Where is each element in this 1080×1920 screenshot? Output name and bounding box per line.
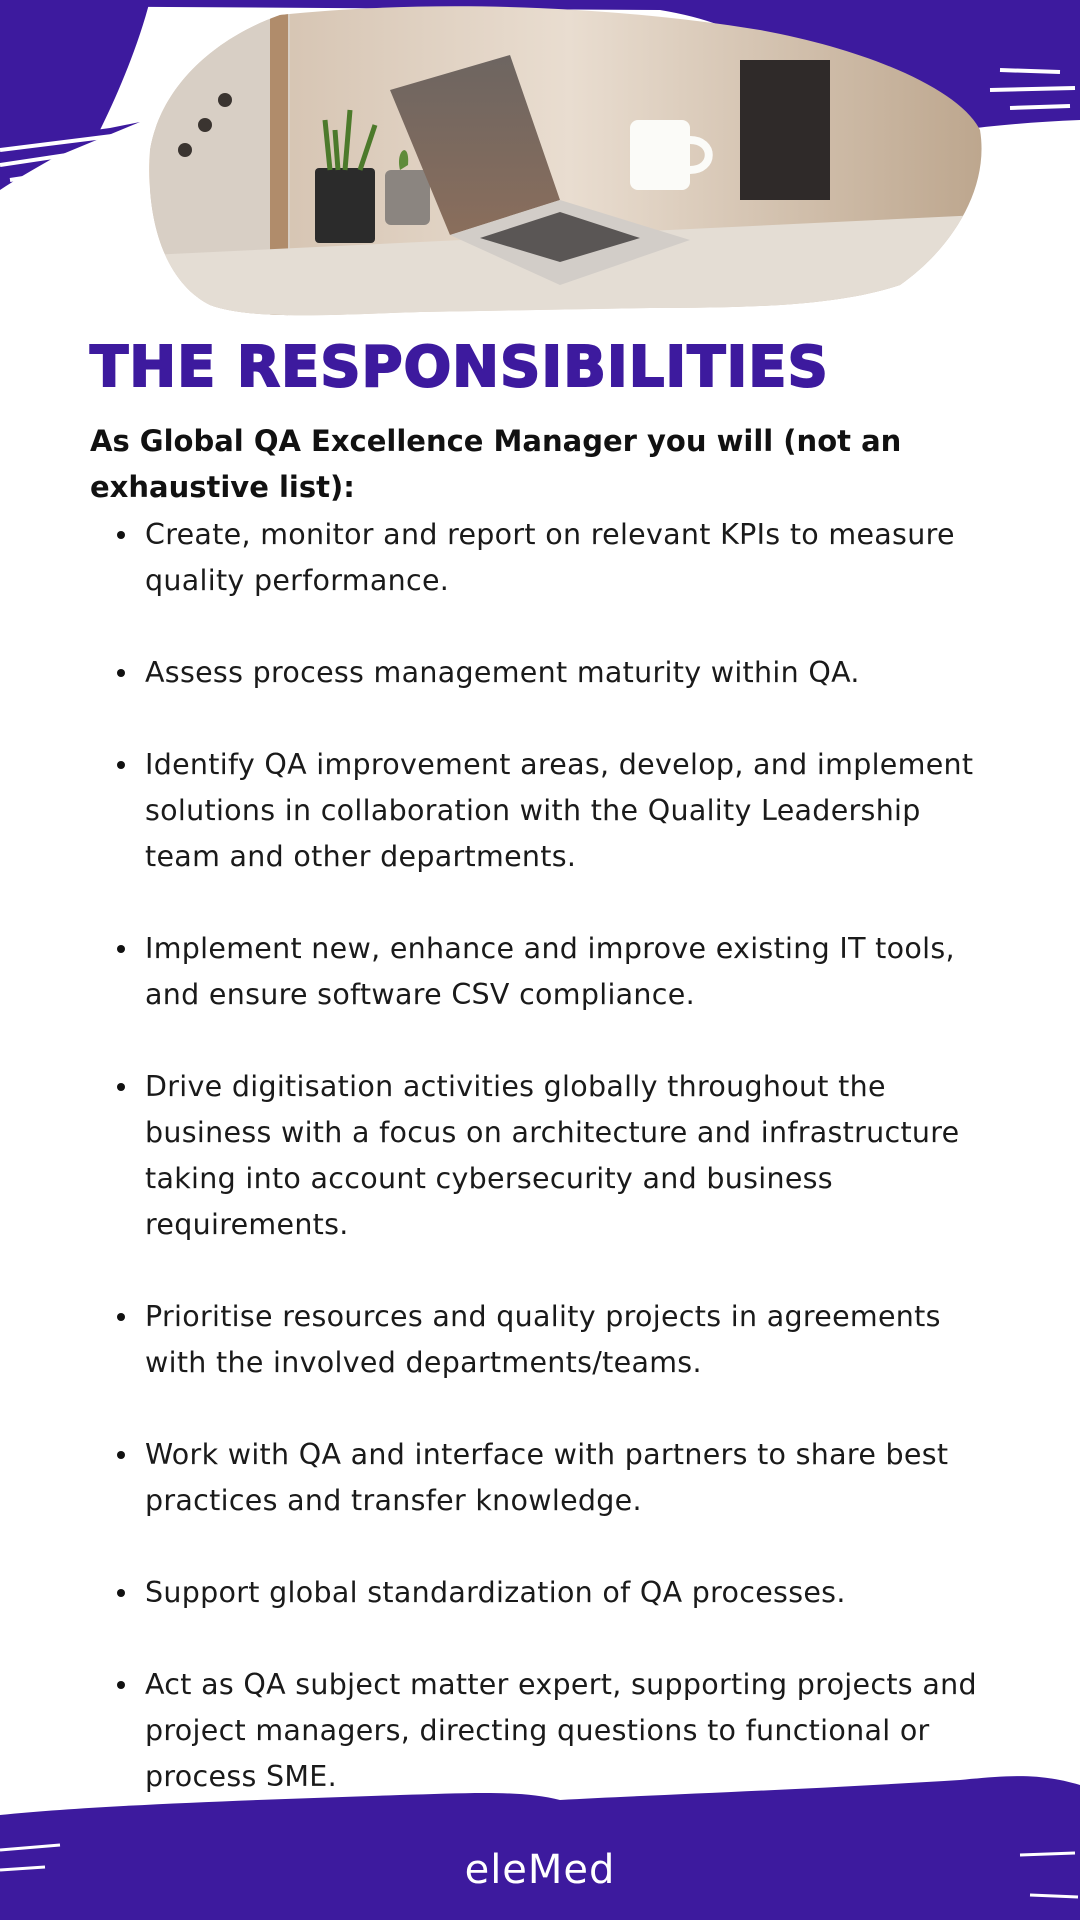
list-item-text: Act as QA subject matter expert, supporting projects and project managers, directing questions to functional or process SME.: [145, 1668, 977, 1793]
list-item: [90, 1294, 1000, 1386]
bullet-icon: [117, 1451, 125, 1459]
footer-brush: [0, 1755, 1080, 1920]
list-item-text: Work with QA and interface with partners to share best practices and transfer knowledge.: [145, 1438, 949, 1517]
list-item: [90, 742, 1000, 880]
bullet-icon: [117, 1313, 125, 1321]
intro-text: As Global QA Excellence Manager you will (not an exhaustive list):: [90, 424, 902, 504]
list-item: [90, 512, 1000, 604]
bullet-icon: [117, 669, 125, 677]
list-item-text: Assess process management maturity within QA.: [145, 656, 860, 689]
bullet-icon: [117, 1083, 125, 1091]
bullet-icon: [117, 1681, 125, 1689]
list-item: [90, 1570, 1000, 1616]
list-item-text: Implement new, enhance and improve existing IT tools, and ensure software CSV compliance.: [145, 932, 955, 1011]
bullet-icon: [117, 1589, 125, 1597]
list-item-text: Identify QA improvement areas, develop, and implement solutions in collaboration with the Quality Leadership team and other departments.: [145, 748, 974, 873]
page-title: THE RESPONSIBILITIES: [90, 335, 829, 400]
header-photo-banner: [0, 0, 1080, 360]
list-item: [90, 1432, 1000, 1524]
bullet-icon: [117, 761, 125, 769]
list-item: [90, 1064, 1000, 1248]
list-item-text: Support global standardization of QA processes.: [145, 1576, 846, 1609]
list-item: [90, 926, 1000, 1018]
list-item-text: Drive digitisation activities globally throughout the business with a focus on architecture and infrastructure taking into account cybersecurity and business requirements.: [145, 1070, 960, 1241]
responsibilities-list: [90, 512, 1000, 1846]
bullet-icon: [117, 945, 125, 953]
list-item-text: Prioritise resources and quality projects in agreements with the involved departments/teams.: [145, 1300, 941, 1379]
list-item-text: Create, monitor and report on relevant KPIs to measure quality performance.: [145, 518, 955, 597]
elemed-logo: eleMed: [464, 1847, 616, 1893]
bullet-icon: [117, 531, 125, 539]
list-item: [90, 650, 1000, 696]
